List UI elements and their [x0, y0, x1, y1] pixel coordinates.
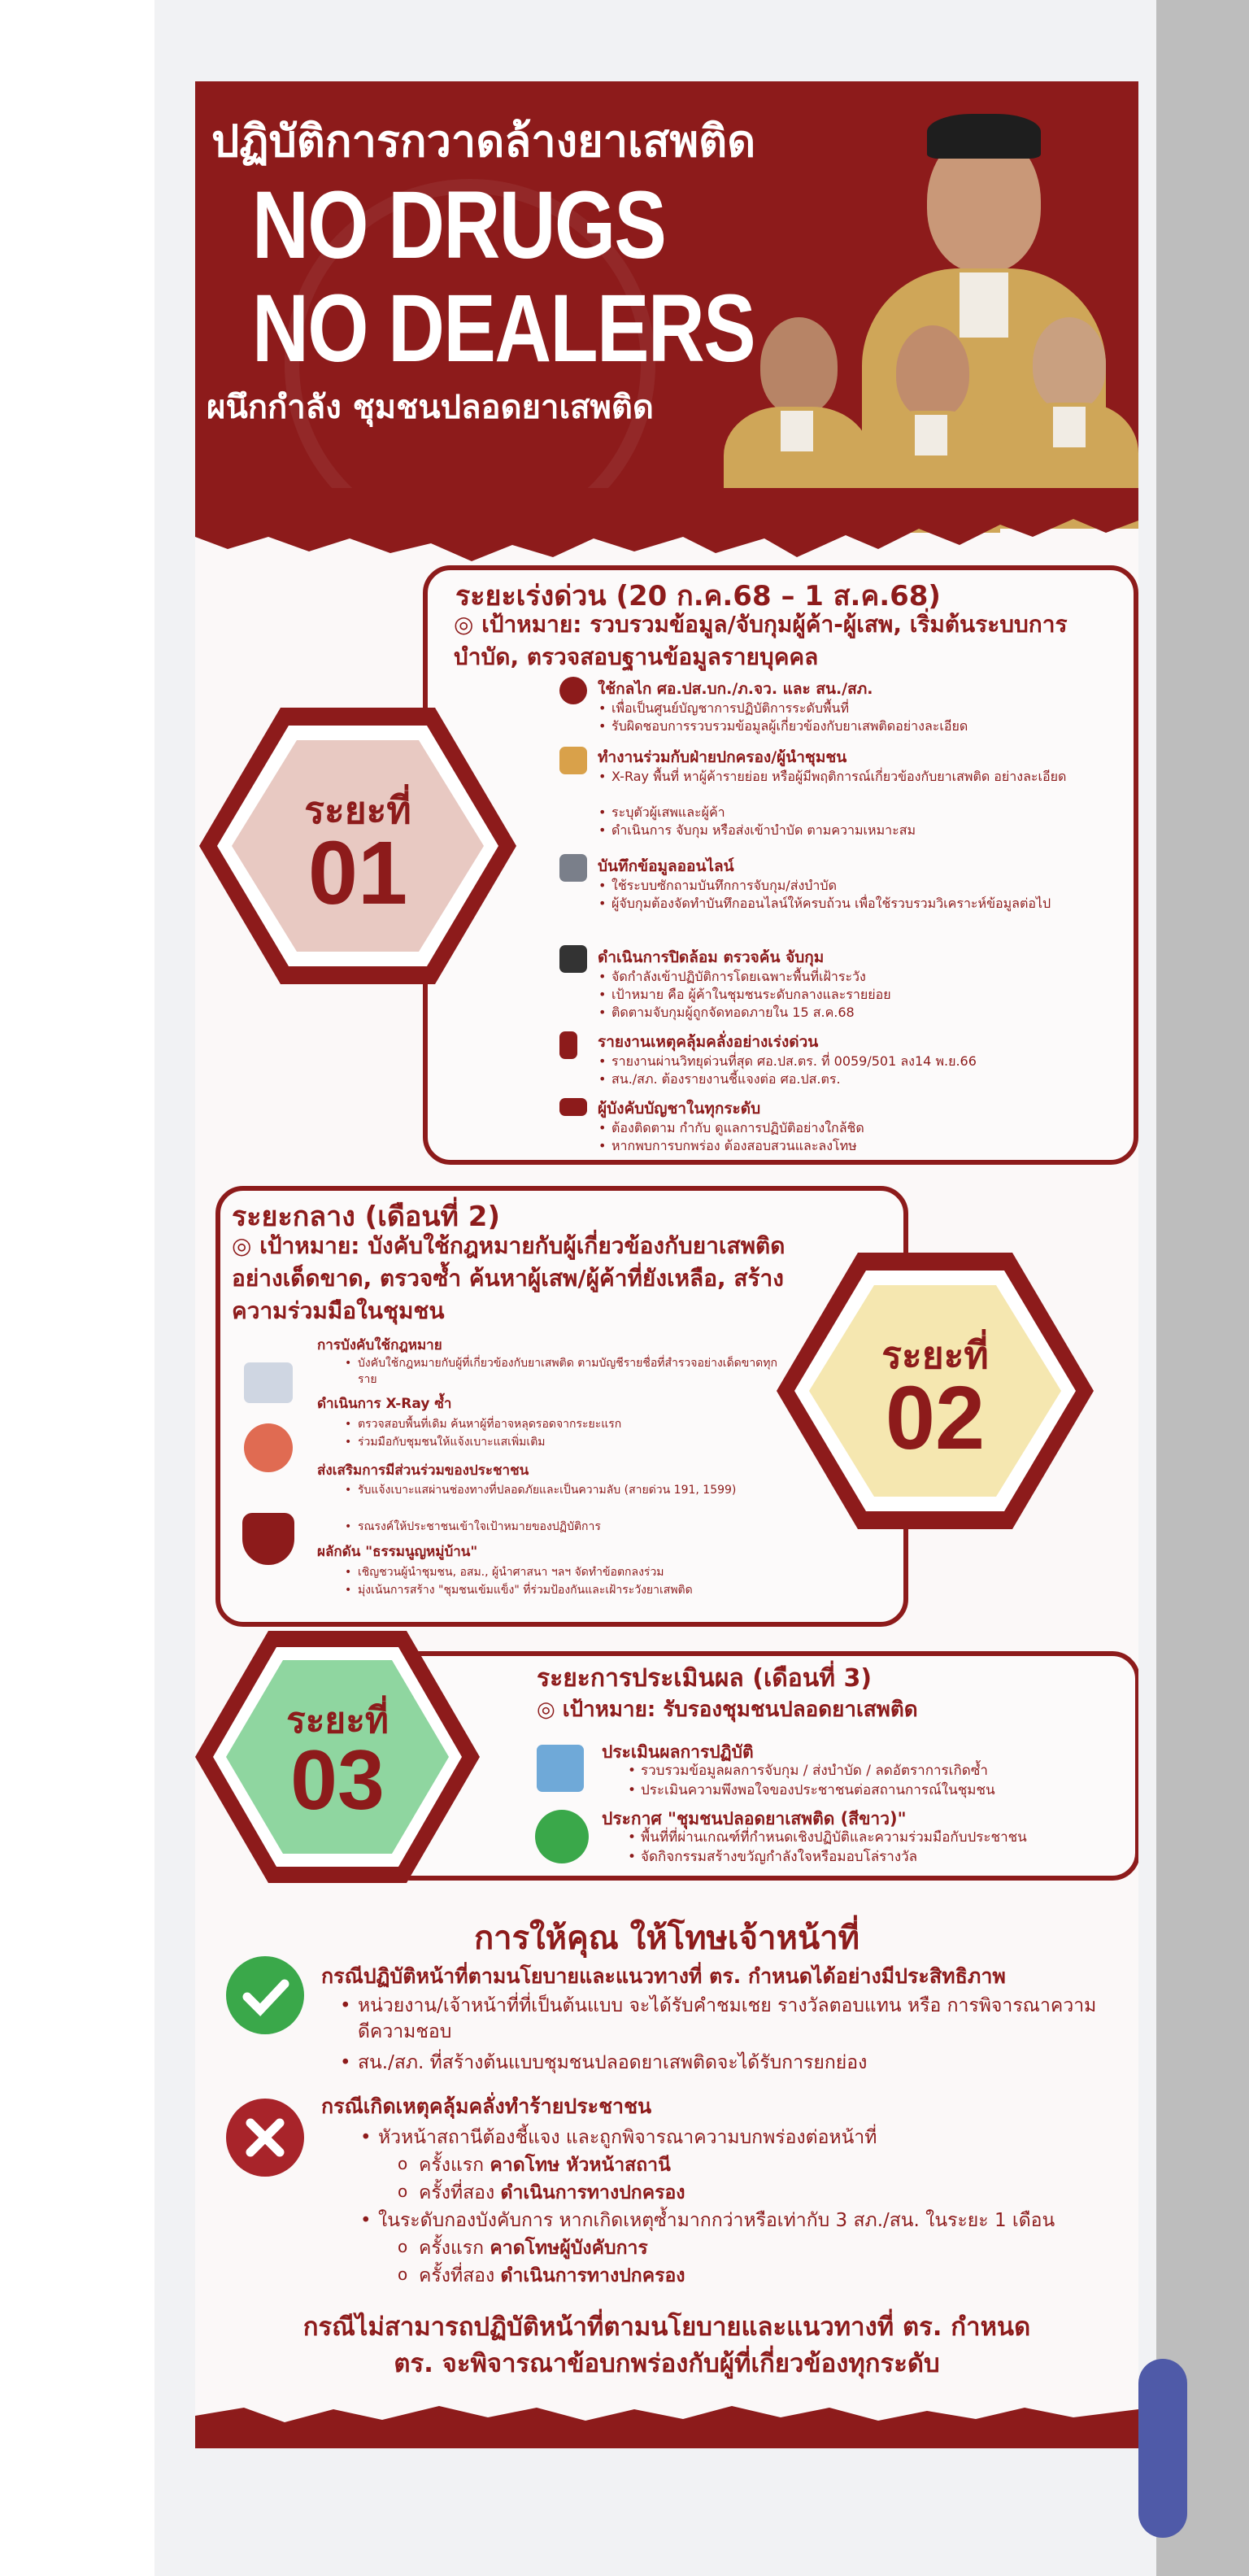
- phase1-section4-bullet2: • เป้าหมาย คือ ผู้ค้าในชุมชนระดับกลางและรายย่อย: [611, 986, 891, 1004]
- phase1-section4-bullet3: • ติดตามจับกุมผู้ถูกจัดทอดภายใน 15 ส.ค.68: [611, 1004, 855, 1022]
- people-icon: [244, 1423, 293, 1472]
- header-no-dealers: NO DEALERS: [252, 275, 755, 382]
- reward-good-bullet1: • หน่วยงาน/เจ้าหน้าที่ที่เป็นต้นแบบ จะได้รับคำชมเชย รางวัลตอบแทน หรือ การพิจารณาความดีความชอบ: [358, 1993, 1106, 2045]
- phase1-title: ระยะเร่งด่วน (20 ก.ค.68 – 1 ส.ค.68): [455, 580, 941, 612]
- phase1-section1-bullet2: • รับผิดชอบการรวบรวมข้อมูลผู้เกี่ยวข้องกับยาเสพติดอย่างละเอียด: [611, 717, 968, 735]
- phase3-section1-bullet2: • ประเมินความพึงพอใจของประชาชนต่อสถานการณ์ในชุมชน: [641, 1781, 995, 1799]
- phase3-badge-label: ระยะที่: [286, 1700, 389, 1741]
- phase2-section4-title: ผลักดัน "ธรรมนูญหมู่บ้าน": [317, 1544, 478, 1560]
- phase2-section4-bullet2: • มุ่งเน้นการสร้าง "ชุมชนเข้มแข็ง" ที่ร่วมป้องกันและเฝ้าระวังยาเสพติด: [358, 1581, 693, 1599]
- phase1-section3-bullet1: • ใช้ระบบซักถามบันทึกการจับกุม/ส่งบำบัด: [611, 877, 837, 895]
- phase2-section3-bullet1: • รับแจ้งเบาะแสผ่านช่องทางที่ปลอดภัยและเป็นความลับ (สายด่วน 191, 1599): [358, 1482, 772, 1498]
- reward-bad-sub1b: o ครั้งที่สอง ดำเนินการทางปกครอง: [419, 2180, 685, 2206]
- phase1-section4-title: ดำเนินการปิดล้อม ตรวจค้น จับกุม: [598, 948, 825, 966]
- reward-bad-title: กรณีเกิดเหตุคลุ้มคลั่งทำร้ายประชาชน: [321, 2094, 652, 2118]
- cross-icon: [226, 2099, 304, 2177]
- phase2-section2-title: ดำเนินการ X-Ray ซ้ำ: [317, 1396, 452, 1412]
- phase1-section5-bullet1: • รายงานผ่านวิทยุด่วนที่สุด ศอ.ปส.ตร. ที่ 0059/501 ลง14 พ.ย.66: [611, 1053, 977, 1070]
- reward-bad-bullet2: • ในระดับกองบังคับการ หากเกิดเหตุซ้ำมากกว่าหรือเท่ากับ 3 สภ./สน. ในระยะ 1 เดือน: [378, 2208, 1055, 2234]
- phase2-badge-label: ระยะที่: [881, 1333, 989, 1377]
- shield-icon: [559, 677, 587, 704]
- phase3-badge-number: 03: [290, 1733, 385, 1828]
- phase1-section2-bullet3: • ดำเนินการ จับกุม หรือส่งเข้าบำบัด ตามความเหมาะสม: [611, 822, 916, 839]
- phase1-section2-bullet2: • ระบุตัวผู้เสพและผู้ค้า: [611, 804, 725, 822]
- phase3-section1-bullet1: • รวบรวมข้อมูลผลการจับกุม / ส่งบำบัด / ลดอัตราการเกิดซ้ำ: [641, 1762, 988, 1780]
- phase1-section6-bullet1: • ต้องติดตาม กำกับ ดูแลการปฏิบัติอย่างใกล้ชิด: [611, 1119, 864, 1137]
- footer-torn-edge: [195, 2391, 1138, 2448]
- phase2-badge: [777, 1253, 1094, 1529]
- target-icon: ◎: [454, 611, 482, 638]
- phase1-section5-bullet2: • สน./สภ. ต้องรายงานชี้แจงต่อ ศอ.ปส.ตร.: [611, 1070, 841, 1088]
- phase2-section4-bullet1: • เชิญชวนผู้นำชุมชน, อสม., ผู้นำศาสนา ฯลฯ จัดทำข้อตกลงร่วม: [358, 1563, 664, 1581]
- radio-icon: [559, 1031, 577, 1059]
- phase2-section3-bullet2: • รณรงค์ให้ประชาชนเข้าใจเป้าหมายของปฏิบัติการ: [358, 1518, 601, 1536]
- check-icon: [226, 1956, 304, 2034]
- community-icon: [559, 747, 587, 774]
- final-statement-line1: กรณีไม่สามารถปฏิบัติหน้าที่ตามนโยบายและแนวทางที่ ตร. กำหนด: [302, 2312, 1031, 2342]
- phase3-goal: ◎ เป้าหมาย: รับรองชุมชนปลอดยาเสพติด: [537, 1698, 918, 1722]
- team-icon: [559, 1098, 587, 1116]
- phase3-section2-bullet2: • จัดกิจกรรมสร้างขวัญกำลังใจหรือมอบโล่รางวัล: [641, 1848, 917, 1866]
- phase2-section1-title: การบังคับใช้กฎหมาย: [317, 1337, 442, 1353]
- phase1-section6-title: ผู้บังคับบัญชาในทุกระดับ: [598, 1100, 761, 1118]
- phase1-section2-title: ทำงานร่วมกับฝ่ายปกครอง/ผู้นำชุมชน: [598, 748, 847, 766]
- header-tagline: ผนึกกำลัง ชุมชนปลอดยาเสพติด: [207, 389, 654, 426]
- phase1-section6-bullet2: • หากพบการบกพร่อง ต้องสอบสวนและลงโทษ: [611, 1137, 857, 1155]
- phase1-goal: ◎ เป้าหมาย: รวบรวมข้อมูล/จับกุมผู้ค้า-ผู้เสพ, เริ่มต้นระบบการบำบัด, ตรวจสอบฐานข้อมูลรายบุคคล: [454, 611, 1068, 670]
- phase2-goal: ◎ เป้าหมาย: บังคับใช้กฎหมายกับผู้เกี่ยวข้องกับยาเสพติด อย่างเด็ดขาด, ตรวจซ้ำ ค้นหาผู้เสพ/ผู้ค้าที่ยังเหลือ, สร้างความร่วมมือในชุมชน: [232, 1232, 786, 1324]
- phase2-badge-number: 02: [885, 1368, 986, 1468]
- infographic-poster: [195, 81, 1138, 2448]
- reward-good-bullet2: • สน./สภ. ที่สร้างต้นแบบชุมชนปลอดยาเสพติดจะได้รับการยกย่อง: [358, 2050, 867, 2076]
- right-margin: [1156, 0, 1249, 2576]
- header-no-drugs: NO DRUGS: [252, 172, 666, 279]
- phase1-section1-title: ใช้กลไก ศอ.ปส.บก./ภ.จว. และ สน./สภ.: [598, 680, 873, 698]
- reward-section-title: การให้คุณ ให้โทษเจ้าหน้าที่: [473, 1920, 860, 1957]
- floating-side-button[interactable]: [1138, 2359, 1187, 2538]
- phase1-badge-label: ระยะที่: [304, 788, 411, 832]
- phase3-section2-title: ประกาศ "ชุมชนปลอดยาเสพติด (สีขาว)": [602, 1809, 907, 1828]
- barrier-icon: [559, 945, 587, 973]
- phase1-badge-number: 01: [307, 823, 408, 923]
- phase3-badge: [195, 1631, 480, 1883]
- phase1-section3-bullet2: • ผู้จับกุมต้องจัดทำบันทึกออนไลน์ให้ครบถ้วน เพื่อใช้รวบรวมวิเคราะห์ข้อมูลต่อไป: [611, 895, 1099, 913]
- phase2-title: ระยะกลาง (เดือนที่ 2): [232, 1201, 501, 1233]
- reward-good-title: กรณีปฏิบัติหน้าที่ตามนโยบายและแนวทางที่ ตร. กำหนดได้อย่างมีประสิทธิภาพ: [321, 1964, 1006, 1988]
- phase1-badge: [199, 708, 516, 984]
- final-statement-line2: ตร. จะพิจารณาข้อบกพร่องกับผู้ที่เกี่ยวข้องทุกระดับ: [394, 2349, 940, 2378]
- phase1-section1-bullet1: • เพื่อเป็นศูนย์บัญชาการปฏิบัติการระดับพื้นที่: [611, 700, 849, 717]
- phase3-title: ระยะการประเมินผล (เดือนที่ 3): [537, 1664, 873, 1693]
- header-title: ปฏิบัติการกวาดล้างยาเสพติด: [211, 116, 756, 167]
- laptop-icon: [559, 854, 587, 882]
- phase2-section1-bullet1: • บังคับใช้กฎหมายกับผู้ที่เกี่ยวข้องกับยาเสพติด ตามบัญชีรายชื่อที่สำรวจอย่างเด็ดขาดทุกราย: [358, 1355, 789, 1388]
- target-icon: ◎: [232, 1232, 260, 1259]
- phase1-section5-title: รายงานเหตุคลุ้มคลั่งอย่างเร่งด่วน: [598, 1033, 819, 1051]
- left-margin: [0, 0, 154, 2576]
- fist-shield-icon: [242, 1513, 294, 1565]
- phase2-section3-title: ส่งเสริมการมีส่วนร่วมของประชาชน: [317, 1462, 529, 1479]
- megaphone-icon: [535, 1810, 589, 1863]
- phase1-section4-bullet1: • จัดกำลังเข้าปฏิบัติการโดยเฉพาะพื้นที่เฝ้าระวัง: [611, 968, 866, 986]
- document-icon: [244, 1362, 293, 1403]
- checklist-icon: [537, 1745, 584, 1792]
- phase3-section1-title: ประเมินผลการปฏิบัติ: [602, 1742, 754, 1762]
- reward-bad-sub2b: o ครั้งที่สอง ดำเนินการทางปกครอง: [419, 2263, 685, 2289]
- phase1-section2-bullet1: • X-Ray พื้นที่ หาผู้ค้ารายย่อย หรือผู้มีพฤติการณ์เกี่ยวข้องกับยาเสพติด อย่างละเอียด: [611, 768, 1091, 786]
- reward-bad-sub2a: o ครั้งแรก คาดโทษผู้บังคับการ: [419, 2235, 648, 2261]
- phase2-section2-bullet1: • ตรวจสอบพื้นที่เดิม ค้นหาผู้ที่อาจหลุดรอดจากระยะแรก: [358, 1415, 621, 1433]
- target-icon: ◎: [537, 1698, 563, 1722]
- poster-header: [195, 81, 1138, 521]
- reward-bad-bullet1: • หัวหน้าสถานีต้องชี้แจง และถูกพิจารณาความบกพร่องต่อหน้าที่: [378, 2125, 877, 2151]
- phase3-section2-bullet1: • พื้นที่ที่ผ่านเกณฑ์ที่กำหนดเชิงปฏิบัติและความร่วมมือกับประชาชน: [641, 1828, 1027, 1846]
- reward-bad-sub1a: o ครั้งแรก คาดโทษ หัวหน้าสถานี: [419, 2152, 671, 2178]
- phase2-section2-bullet2: • ร่วมมือกับชุมชนให้แจ้งเบาะแสเพิ่มเติม: [358, 1433, 546, 1451]
- phase1-section3-title: บันทึกข้อมูลออนไลน์: [598, 857, 734, 875]
